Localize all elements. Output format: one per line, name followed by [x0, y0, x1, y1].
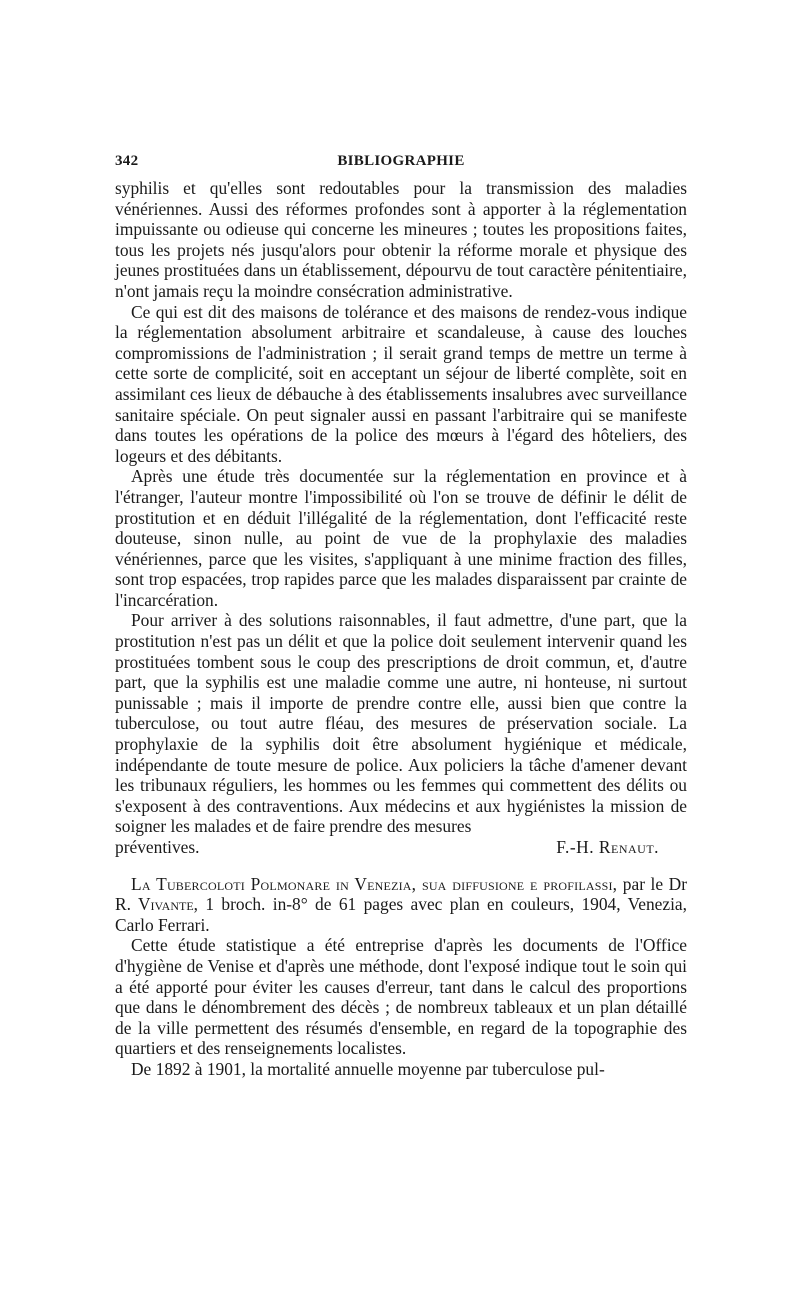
- book-page: [115, 150, 687, 1080]
- doctor-abbrev: Dr: [668, 873, 687, 894]
- review-citation: [115, 874, 687, 936]
- review-author: R. Vivante: [115, 894, 194, 915]
- paragraph: Après une étude très documentée sur la réglementation en province et à l'étranger, l'auteur montre l'impossibilité où l'on se trouve de définir le délit de prostitution et en déduit l'illégalité de la réglementation, dont l'efficacité reste douteuse, sinon nulle, au point de vue de la prophylaxie des maladies vénériennes, parce que les visites, s'appliquant à une minime fraction des filles, sont trop espacées, trop rapides parce que les malades disparaissent par crainte de l'incarcération.: [115, 466, 687, 610]
- review-details: , 1 broch. in-8° de 61 pages avec plan en couleurs, 1904, Venezia, Carlo Ferrari.: [115, 894, 687, 935]
- page-number: 342: [115, 153, 139, 169]
- signature-line: [115, 837, 687, 858]
- review-title: La Tubercoloti Polmonare in Venezia, sua diffusione e profilassi,: [131, 873, 618, 894]
- paragraph: Cette étude statistique a été entreprise d'après les documents de l'Office d'hygiène de Venise et d'après une méthode, dont l'exposé indique tout le soin qui a été apporté pour éviter les causes d'erreur, tant dans le calcul des proportions que dans le dénombrement des décès ; de nombreux tableaux et un plan détaillé de la ville permettent des résumés d'ensemble, en regard de la topographie des quartiers et des renseignements localistes.: [115, 935, 687, 1059]
- review-by: par le: [622, 873, 664, 894]
- reviewer-signature: F.-H. Renaut.: [556, 837, 659, 857]
- review-entry: [115, 874, 687, 1080]
- body-text: [115, 178, 687, 1080]
- running-head: [115, 150, 687, 178]
- paragraph: Pour arriver à des solutions raisonnables, il faut admettre, d'une part, que la prostitution n'est pas un délit et que la police doit seulement intervenir quand les prostituées tombent sous le coup des prescriptions de droit commun, et, d'autre part, que la syphilis est une maladie comme une autre, ni honteuse, ni surtout punissable ; mais il importe de prendre contre elle, aussi bien que contre la tuberculose, ou tout autre fléau, des mesures de préservation sociale. La prophylaxie de la syphilis doit être absolument hygiénique et médicale, indépendante de toute mesure de police. Aux policiers la tâche d'amener devant les tribunaux réguliers, les hommes ou les femmes qui commettent des délits ou s'exposent à des contraventions. Aux médecins et aux hygiénistes la mission de soigner les malades et de faire prendre des mesures: [115, 610, 687, 837]
- paragraph: syphilis et qu'elles sont redoutables pour la transmission des maladies vénériennes. Aussi des réformes profondes sont à apporter à la réglementation impuissante ou odieuse qui concerne les mineures ; toutes les propositions faites, tous les projets nés jusqu'alors pour obtenir la réforme morale et physique des jeunes prostituées dans un établissement, dépourvu de tout caractère pénitentiaire, n'ont jamais reçu la moindre consécration administrative.: [115, 178, 687, 301]
- paragraph-ending: préventives.: [115, 837, 200, 857]
- running-title: BIBLIOGRAPHIE: [337, 153, 465, 169]
- paragraph: De 1892 à 1901, la mortalité annuelle moyenne par tuberculose pul-: [131, 1058, 605, 1079]
- paragraph: Ce qui est dit des maisons de tolérance et des maisons de rendez-vous indique la réglementation absolument arbitraire et scandaleuse, à cause des louches compromissions de l'administration ; il serait grand temps de mettre un terme à cette sorte de complicité, soit en acceptant un séjour de liberté complète, soit en assimilant ces lieux de débauche à des établissements insalubres avec surveillance sanitaire spéciale. On peut signaler aussi en passant l'arbitraire qui se manifeste dans toutes les opérations de la police des mœurs à l'égard des hôteliers, des logeurs et des débitants.: [115, 301, 687, 466]
